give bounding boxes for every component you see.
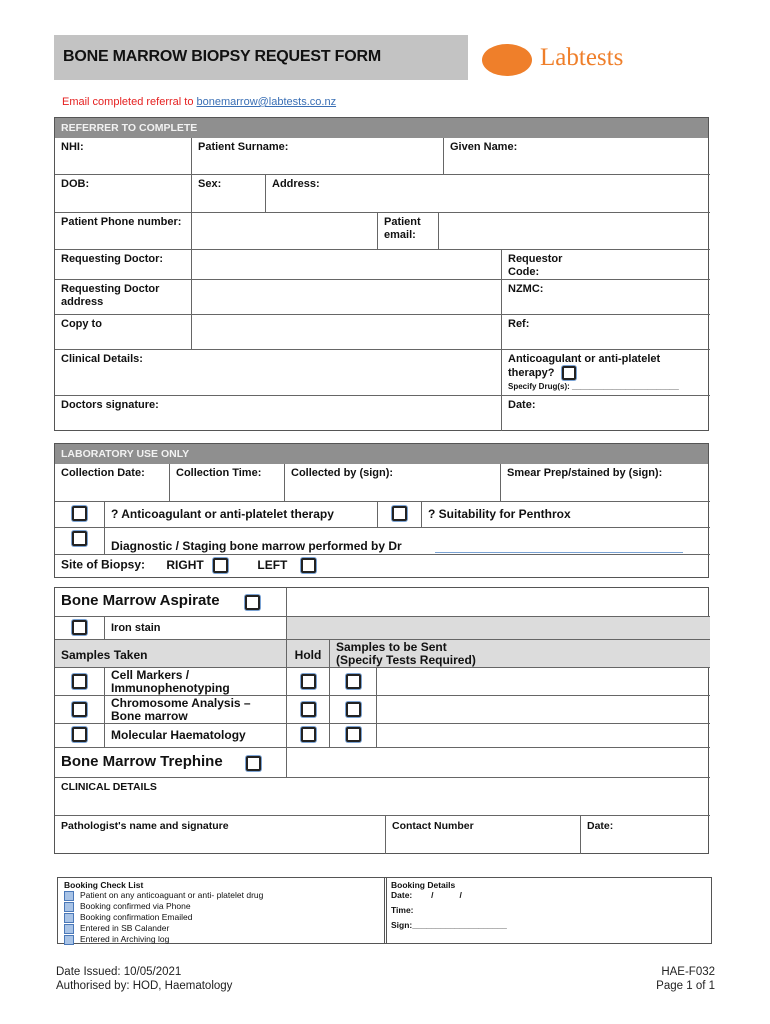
cell-markers-send-checkbox[interactable] [346,674,361,689]
diagnostic-check-cell [55,528,105,555]
aspirate-checkbox[interactable] [245,595,260,610]
cell-markers-tests-input[interactable] [377,668,710,696]
aspirate-notes[interactable] [287,588,710,617]
nzmc-label: NZMC: [508,283,544,295]
anticoagulant-label: Anticoagulant or anti-platelet therapy? [508,353,661,379]
anticoagulant-cell [502,350,710,396]
samples-sent-sublabel: (Specify Tests Required) [336,653,476,667]
molecular-send-cell [330,724,377,748]
iron-stain-label: Iron stain [111,622,161,634]
trephine-title: Bone Marrow Trephine [61,753,223,770]
lab-anticoagulant-label: ? Anticoagulant or anti-platelet therapy [111,507,334,521]
logo-text: Labtests [540,44,624,71]
cell-markers-send-cell [330,668,377,696]
hold-label: Hold [294,648,322,662]
molecular-checkbox[interactable] [72,727,87,742]
trephine-notes[interactable] [287,748,710,778]
checklist-checkbox[interactable] [64,891,74,901]
pathologist-field[interactable] [55,816,386,854]
left-checkbox[interactable] [301,558,316,573]
lab-section-title: LABORATORY USE ONLY [55,444,708,464]
cell-markers-label-cell [105,668,287,696]
iron-stain-label-cell [105,617,287,640]
copy-to-label: Copy to [61,318,102,330]
booking-details [384,877,712,944]
labtests-logo [482,40,662,78]
checklist-checkbox[interactable] [64,935,74,945]
phone-label: Patient Phone number: [61,216,182,228]
booking-sign-field[interactable]: Sign:____________________ [391,920,507,930]
dob-label: DOB: [61,178,90,190]
molecular-hold-checkbox[interactable] [301,727,316,742]
nhi-field[interactable] [55,138,192,175]
penthrox-checkbox[interactable] [392,506,407,521]
diagnostic-label: Diagnostic / Staging bone marrow performed by Dr [111,539,402,553]
pathologist-date-label: Date: [587,820,614,832]
diagnostic-checkbox[interactable] [72,531,87,546]
given-name-field[interactable] [444,138,710,175]
cell-markers-sublabel: Immunophenotyping [111,681,230,695]
molecular-check-cell [55,724,105,748]
anticoagulant-check-cell [55,502,105,528]
footer-left [56,965,232,993]
clinical-details-label: Clinical Details: [61,353,143,365]
penthrox-label-cell [422,502,710,528]
sex-field[interactable] [192,175,266,213]
requesting-doctor-label-cell [55,250,192,280]
phone-input[interactable] [192,213,378,250]
cell-markers-checkbox[interactable] [72,674,87,689]
diagnostic-cell [105,528,710,555]
doctors-signature-label: Doctors signature: [61,399,159,411]
title-banner [54,35,468,80]
trephine-clinical-details-label: CLINICAL DETAILS [61,781,157,793]
nz-map-logo-icon [482,44,532,76]
checklist-item: Entered in SB Calander [80,923,170,933]
nhi-label: NHI: [61,141,84,153]
chromosome-send-checkbox[interactable] [346,702,361,717]
booking-details-title: Booking Details [391,880,456,890]
cell-markers-hold-checkbox[interactable] [301,674,316,689]
samples-taken-label: Samples Taken [61,648,148,662]
footer-right [656,965,715,993]
contact-number-field[interactable] [386,816,581,854]
phone-label-cell [55,213,192,250]
form-title: BONE MARROW BIOPSY REQUEST FORM [63,48,381,65]
collection-date-label: Collection Date: [61,467,145,479]
iron-stain-check-cell [55,617,105,640]
checklist-item: Patient on any anticoaguant or anti- platelet drug [80,890,264,900]
collection-date-field[interactable] [55,464,170,502]
iron-stain-checkbox[interactable] [72,620,87,635]
checklist-item: Booking confirmation Emailed [80,912,193,922]
chromosome-checkbox[interactable] [72,702,87,717]
samples-taken-header [55,640,287,668]
referrer-section [54,117,709,431]
surname-label: Patient Surname: [198,141,289,153]
trephine-checkbox[interactable] [246,756,261,771]
molecular-tests-input[interactable] [377,724,710,748]
aspirate-title: Bone Marrow Aspirate [61,592,220,609]
booking-checklist [57,877,387,944]
checklist-checkbox[interactable] [64,913,74,923]
chromosome-sublabel: Bone marrow [111,709,188,723]
clinical-details-field[interactable] [55,350,502,396]
cell-markers-check-cell [55,668,105,696]
pathologist-label: Pathologist's name and signature [61,820,229,832]
checklist-item: Entered in Archiving log [80,934,170,944]
chromosome-send-cell [330,696,377,724]
molecular-hold-cell [287,724,330,748]
collection-time-label: Collection Time: [176,467,262,479]
smear-prep-field[interactable] [501,464,710,502]
specify-drugs-field[interactable]: Specify Drug(s): ________________________ [508,382,679,391]
checklist-item: Booking confirmed via Phone [80,901,191,911]
authorised-by: Authorised by: HOD, Haematology [56,980,233,992]
ref-label: Ref: [508,318,530,330]
patient-email-label: Patient email: [384,216,421,241]
copy-to-input[interactable] [192,315,502,350]
booking-date-field[interactable]: Date: / / [391,890,462,900]
right-checkbox[interactable] [213,558,228,573]
requesting-doctor-label: Requesting Doctor: [61,253,164,265]
pathologist-date-field[interactable] [581,816,710,854]
date-issued: Date Issued: 10/05/2021 [56,966,182,978]
address-field[interactable] [266,175,710,213]
site-of-biopsy-label: Site of Biopsy: [61,557,146,572]
referrer-date-label: Date: [508,399,536,411]
surname-field[interactable] [192,138,444,175]
lab-anticoagulant-label-cell [105,502,378,528]
samples-sent-header [330,640,710,668]
referrer-section-title: REFERRER TO COMPLETE [55,118,708,138]
doctor-address-label-cell [55,280,192,315]
copy-to-label-cell [55,315,192,350]
trephine-title-cell [55,748,287,778]
aspirate-section [54,587,709,854]
booking-checklist-title: Booking Check List [64,880,144,890]
requestor-code-label: Requestor Code: [508,253,563,278]
booking-time-field[interactable]: Time: [391,905,414,915]
chromosome-label-cell [105,696,287,724]
nzmc-field[interactable] [502,280,710,315]
molecular-send-checkbox[interactable] [346,727,361,742]
chromosome-tests-input[interactable] [377,696,710,724]
patient-email-label-cell [378,213,439,250]
doctors-signature-field[interactable] [55,396,502,431]
samples-sent-label: Samples to be Sent [336,640,447,654]
iron-stain-shade [287,617,710,640]
requesting-doctor-input[interactable] [192,250,502,280]
molecular-label-cell [105,724,287,748]
ref-field[interactable] [502,315,710,350]
form-code: HAE-F032 [661,966,715,978]
contact-number-label: Contact Number [392,820,474,832]
collected-by-label: Collected by (sign): [291,467,394,479]
checklist-checkbox[interactable] [64,902,74,912]
hold-header [287,640,330,668]
doctor-address-input[interactable] [192,280,502,315]
checklist-checkbox[interactable] [64,924,74,934]
site-of-biopsy-row [55,555,710,578]
clinical-details-area[interactable] [55,778,710,816]
chromosome-hold-cell [287,696,330,724]
cell-markers-hold-cell [287,668,330,696]
referrer-date-field[interactable] [502,396,710,431]
dob-field[interactable] [55,175,192,213]
email-link[interactable]: bonemarrow@labtests.co.nz [196,96,337,108]
email-label: Email completed referral to [62,96,197,108]
given-name-label: Given Name: [450,141,518,153]
collected-by-field[interactable] [285,464,501,502]
penthrox-label: ? Suitability for Penthrox [428,507,571,521]
address-label: Address: [272,178,320,190]
email-instruction [62,96,336,108]
chromosome-check-cell [55,696,105,724]
aspirate-title-cell [55,588,287,617]
penthrox-check-cell [378,502,422,528]
collection-time-field[interactable] [170,464,285,502]
anticoagulant-checkbox[interactable] [562,366,576,380]
left-label: LEFT [257,557,288,572]
page-number: Page 1 of 1 [656,980,715,992]
sex-label: Sex: [198,178,222,190]
smear-prep-label: Smear Prep/stained by (sign): [507,467,663,479]
molecular-label: Molecular Haematology [111,728,246,742]
cell-markers-label: Cell Markers / [111,668,190,682]
lab-section [54,443,709,578]
chromosome-label: Chromosome Analysis – [111,696,251,710]
lab-anticoagulant-checkbox[interactable] [72,506,87,521]
chromosome-hold-checkbox[interactable] [301,702,316,717]
requestor-code-field[interactable] [502,250,710,280]
patient-email-input[interactable] [439,213,710,250]
doctor-address-label: Requesting Doctor address [61,283,160,308]
right-label: RIGHT [166,557,204,572]
diagnostic-dr-input[interactable] [435,552,683,553]
